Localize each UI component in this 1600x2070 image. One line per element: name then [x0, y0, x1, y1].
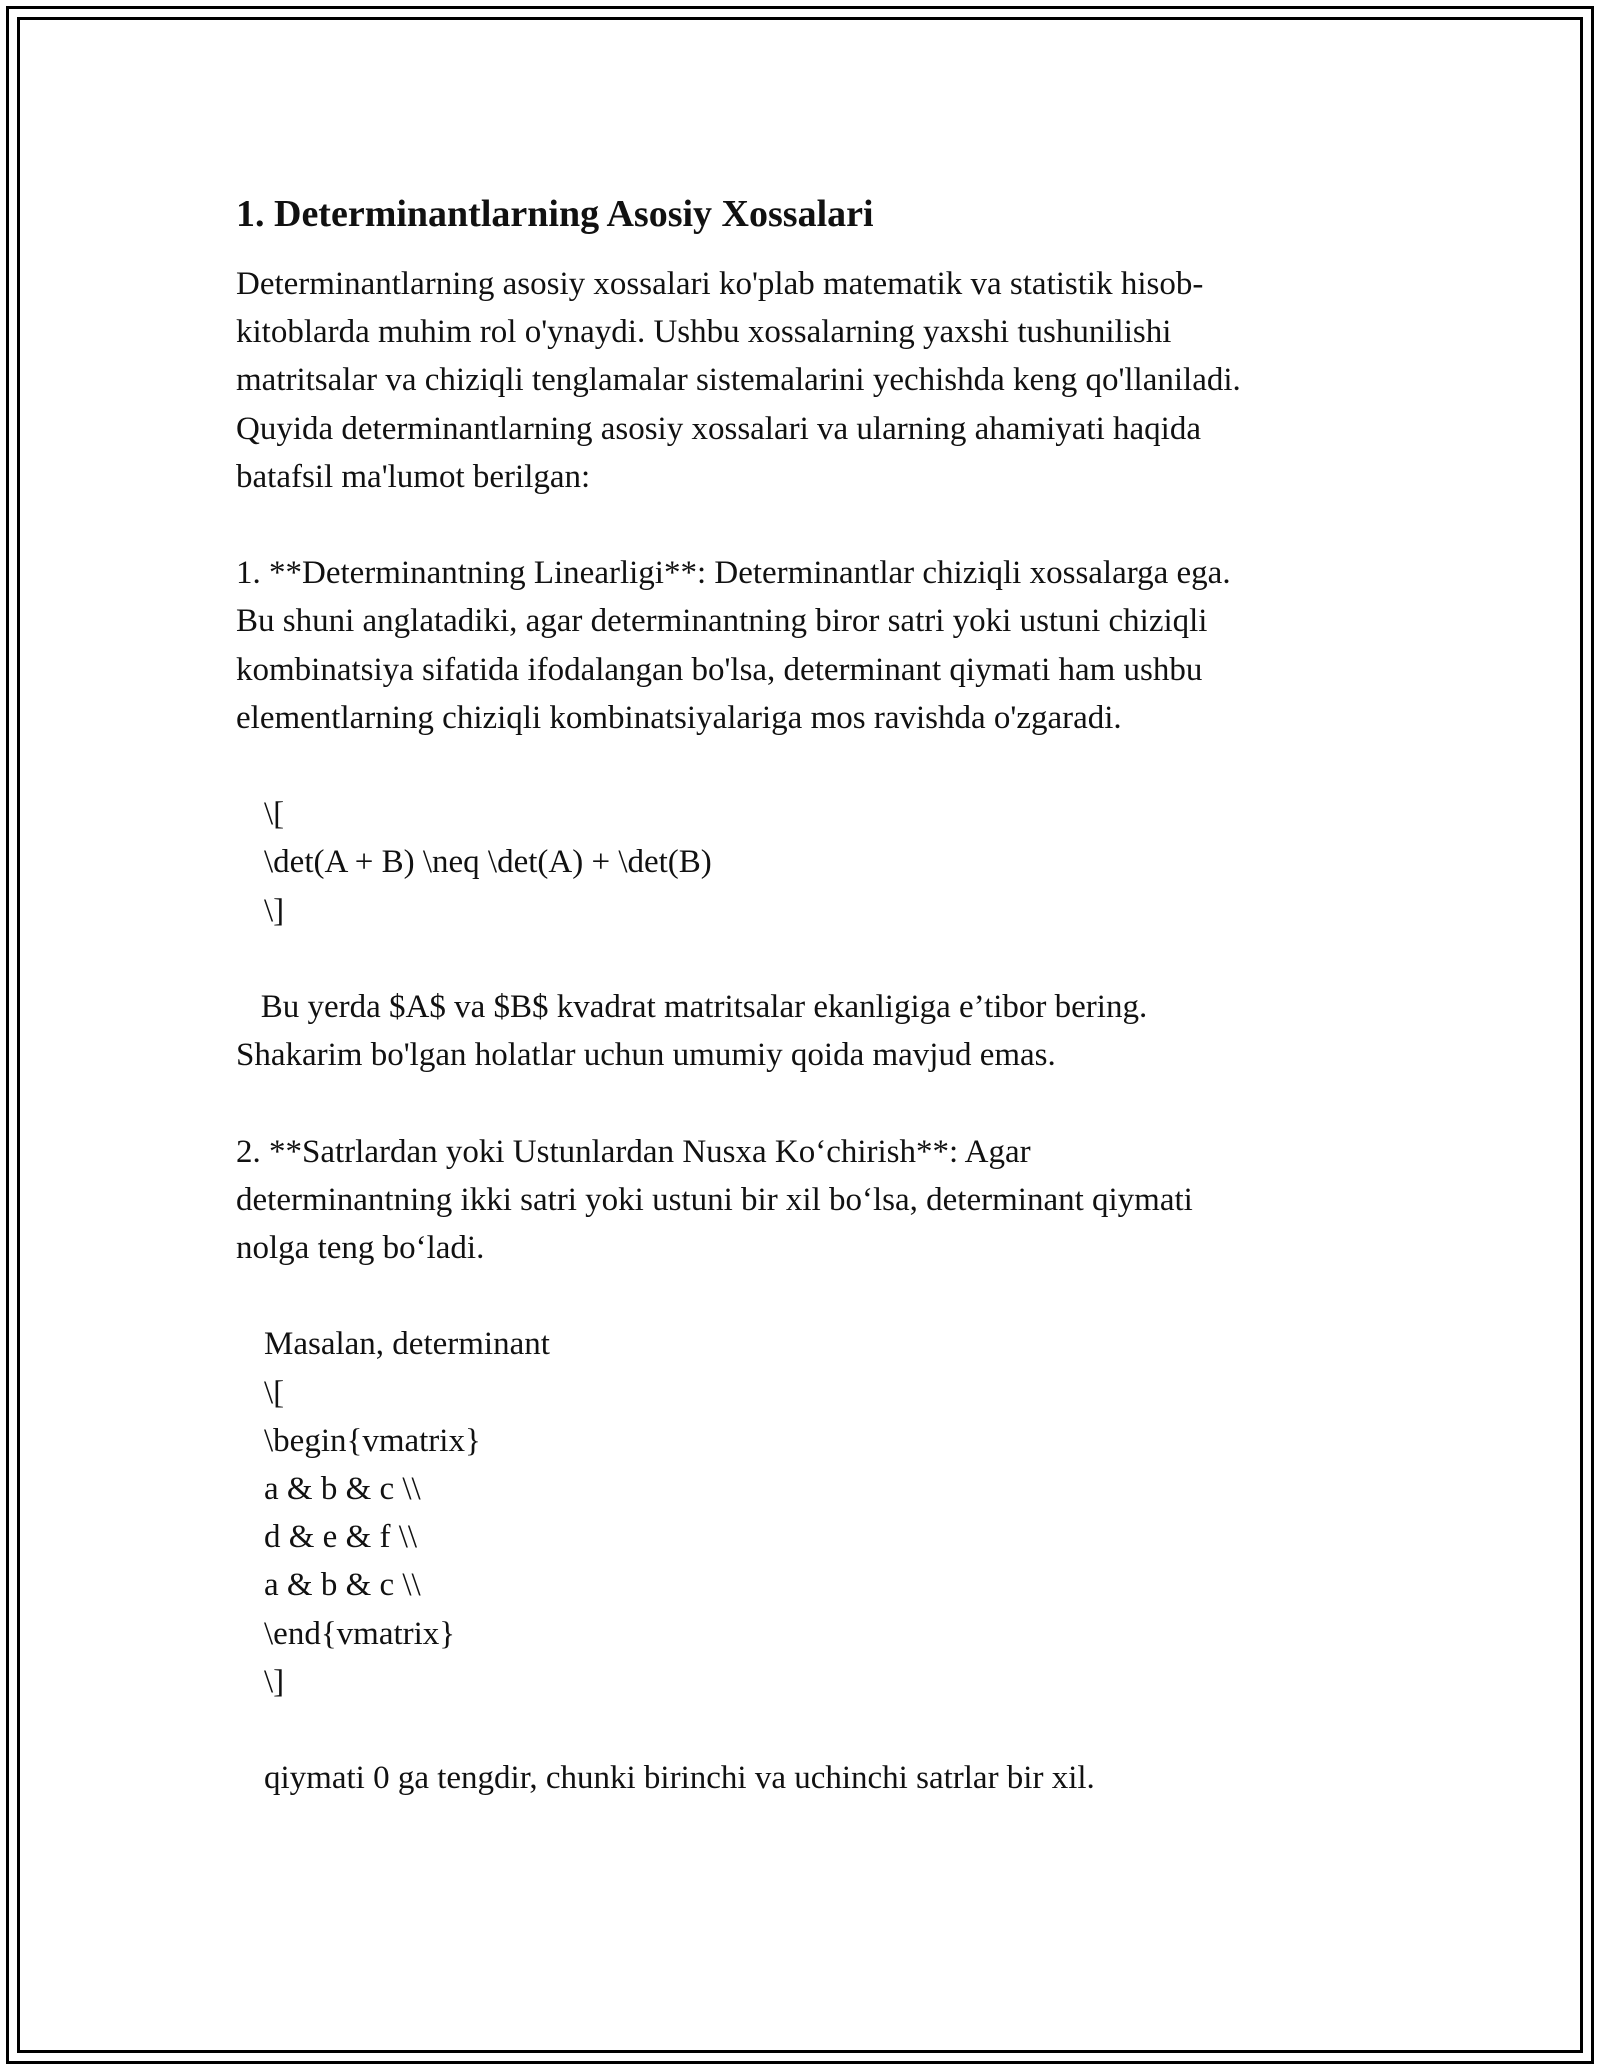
spacer	[236, 1706, 1386, 1754]
document-body	[236, 188, 1386, 1802]
formula-linearity: \[ \det(A + B) \neq \det(A) + \det(B) \]	[264, 796, 712, 929]
spacer	[236, 1079, 1386, 1127]
spacer	[236, 742, 1386, 790]
section-title: 1. Determinantlarning Asosiy Xossalari	[236, 193, 874, 235]
spacer	[236, 935, 1386, 983]
note-square-matrices: Bu yerda $A$ va $B$ kvadrat matritsalar ekanligiga e’tibor bering. Shakarim bo'lgan holatlar uchun umumiy qoida mavjud emas.	[236, 989, 1148, 1074]
example-determinant: Masalan, determinant \[ \begin{vmatrix} a & b & c \\ d & e & f \\ a & b & c \\ \end{vmatrix} \]	[264, 1326, 550, 1700]
conclusion-paragraph: qiymati 0 ga tengdir, chunki birinchi va uchinchi satrlar bir xil.	[264, 1760, 1095, 1797]
spacer	[236, 1272, 1386, 1320]
spacer	[236, 240, 1386, 260]
property-linearity: 1. **Determinantning Linearligi**: Determinantlar chiziqli xossalarga ega. Bu shuni anglatadiki, agar determinantning biror satri yoki ustuni chiziqli kombinatsiya sifatida ifodalangan bo'lsa, determinant qiymati ham ushbu elementlarning chiziqli kombinatsiyalariga mos ravishda o'zgaradi.	[236, 555, 1231, 736]
intro-paragraph: Determinantlarning asosiy xossalari ko'plab matematik va statistik hisob- kitoblarda muhim rol o'ynaydi. Ushbu xossalarning yaxshi tushunilishi matritsalar va chiziqli tenglamalar sistemalarini yechishda keng qo'llaniladi. Quyida determinantlarning asosiy xossalari va ularning ahamiyati haqida batafsil ma'lumot berilgan:	[236, 266, 1241, 495]
property-duplicate-rows: 2. **Satrlardan yoki Ustunlardan Nusxa Ko‘chirish**: Agar determinantning ikki satri yoki ustuni bir xil bo‘lsa, determinant qiymati nolga teng bo‘ladi.	[236, 1133, 1193, 1266]
spacer	[236, 501, 1386, 549]
